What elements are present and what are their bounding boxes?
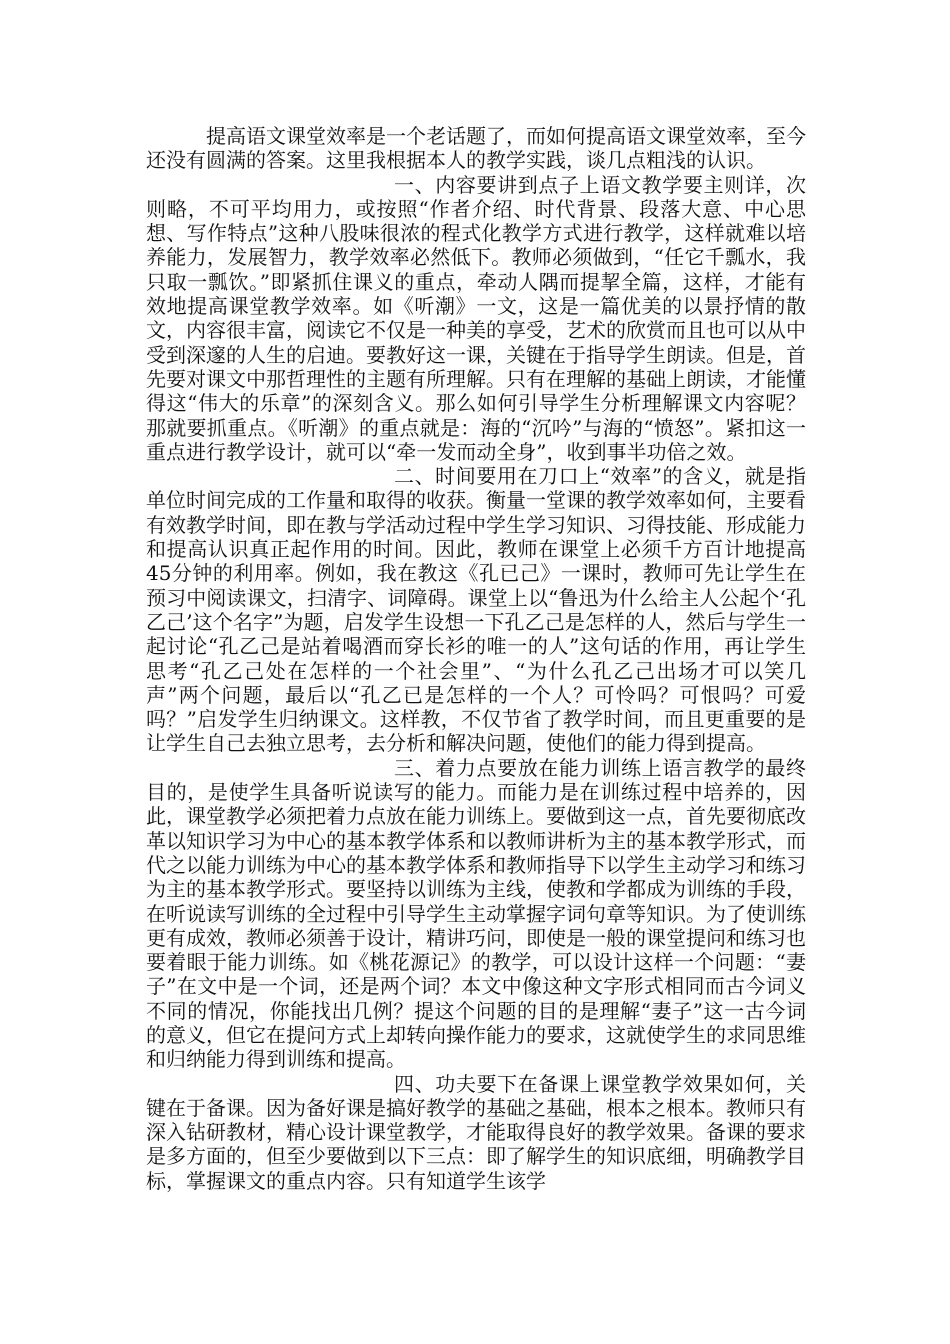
section-3-paragraph: 三、着力点要放在能力训练上语言教学的最终目的，是使学生具备听说读写的能力。而能力是在训练过程中培养的，因此，课堂教学必须把着力点放在能力训练上。要做到这一点，首先要彻底改革以知识学习为中心的基本教学体系和以教师讲析为主的基本教学形式，而代之以能力训练为中心的基本教学体系和教师指导下以学生主动学习和练习为主的基本教学形式。要坚持以训练为主线，使教和学都成为训练的手段，在听说读写训练的全过程中引导学生主动掌握字词句章等知识。为了使训练更有成效，教师必须善于设计，精讲巧问，即使是一般的课堂提问和练习也要着眼于能力训练。如《桃花源记》的教学，可以设计这样一个问题：“妻子”在文中是一个词，还是两个词？本文中像这种文字形式相同而古今词义不同的情况，你能找出几例？提这个问题的目的是理解“妻子”这一古今词的意义，但它在提问方式上却转向操作能力的要求，这就使学生的求同思维和归纳能力得到训练和提高。 — [146, 755, 806, 1072]
section-1-paragraph: 一、内容要讲到点子上语文教学要主则详，次则略，不可平均用力，或按照“作者介绍、时代背景、段落大意、中心思想、写作特点”这种八股味很浓的程式化教学方式进行教学，这样就难以培养能力，发展智力，教学效率必然低下。教师必须做到，“任它千瓢水，我只取一瓢饮。”即紧抓住课义的重点，牵动人隅而提挈全篇，这样，才能有效地提高课堂教学效率。如《听潮》一文，这是一篇优美的以景抒情的散文，内容很丰富，阅读它不仅是一种美的享受，艺术的欣赏而且也可以从中受到深邃的人生的启迪。要教好这一课，关键在于指导学生朗读。但是，首先要对课文中那哲理性的主题有所理解。只有在理解的基础上朗读，才能懂得这“伟大的乐章”的深刻含义。那么如何引导学生分析理解课文内容呢？那就要抓重点。《听潮》的重点就是：海的“沉吟”与海的“愤怒”。紧扣这一重点进行教学设计，就可以“牵一发而动全身”，收到事半功倍之效。 — [146, 172, 806, 464]
section-4-paragraph: 四、功夫要下在备课上课堂教学效果如何，关键在于备课。因为备好课是搞好教学的基础之基础，根本之根本。教师只有深入钻研教材，精心设计课堂教学，才能取得良好的教学效果。备课的要求是多方面的，但至少要做到以下三点：即了解学生的知识底细，明确教学目标，掌握课文的重点内容。只有知道学生该学 — [146, 1071, 806, 1193]
article-body — [146, 124, 806, 1193]
intro-paragraph: 提高语文课堂效率是一个老话题了，而如何提高语文课堂效率，至今还没有圆满的答案。这里我根据本人的教学实践，谈几点粗浅的认识。 — [146, 124, 806, 173]
section-2-paragraph: 二、时间要用在刀口上“效率”的含义，就是指单位时间完成的工作量和取得的收获。衡量一堂课的教学效率如何，主要看有效教学时间，即在教与学活动过程中学生学习知识、习得技能、形成能力和提高认识真正起作用的时间。因此，教师在课堂上必须千方百计地提高45分钟的利用率。例如，我在教这《孔已己》一课时，教师可先让学生在预习中阅读课文，扫清字、词障碍。课堂上以“鲁迅为什么给主人公起个‘孔乙己’这个名字”为题，启发学生设想一下孔乙己是怎样的人，然后与学生一起讨论“孔乙己是站着喝酒而穿长衫的唯一的人”这句话的作用，再让学生思考“孔乙己处在怎样的一个社会里”、“为什么孔乙己出场才可以笑几声”两个问题，最后以“孔乙已是怎样的一个人？可怜吗？可恨吗？可爱吗？”启发学生归纳课文。这样教，不仅节省了教学时间，而且更重要的是让学生自己去独立思考，去分析和解决问题，使他们的能力得到提高。 — [146, 464, 806, 756]
